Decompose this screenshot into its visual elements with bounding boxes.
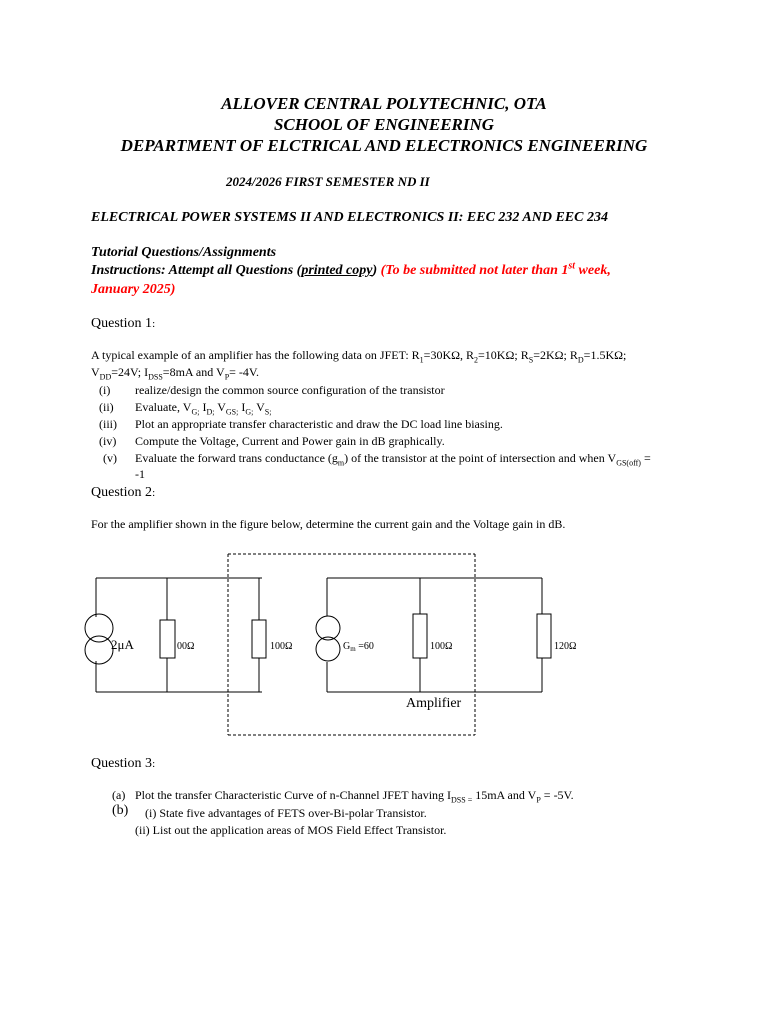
q1-item-v-text: Evaluate the forward trans conductance $(g_m)$ of the transistor at the point of intersection and when $V_{GS(off)}$ = bbox=[135, 451, 651, 468]
amplifier-label: Amplifier bbox=[406, 696, 462, 711]
q1-item-v-line-2: -1 bbox=[135, 467, 145, 481]
resistor-2-label: 100Ω bbox=[270, 641, 293, 652]
current-source-symbol-top bbox=[85, 614, 113, 642]
q1-item-iv-number: (iv) bbox=[99, 434, 117, 448]
q1-item-ii-text: Evaluate, $V_{G;}$ $I_{D;}$ $V_{GS;}$ $I_{G;}$ $V_{S;}$ bbox=[135, 400, 272, 417]
q1-item-i-number: (i) bbox=[99, 383, 111, 397]
semester-line: 2024/2026 FIRST SEMESTER ND II bbox=[226, 174, 430, 189]
q2-text: For the amplifier shown in the figure below, determine the current gain and the Voltage gain in dB. bbox=[91, 517, 566, 531]
institution-name: ALLOVER CENTRAL POLYTECHNIC, OTA bbox=[221, 94, 547, 113]
resistor-3 bbox=[413, 614, 427, 658]
resistor-4 bbox=[537, 614, 551, 658]
transconductance-label: $G_m =60$ bbox=[343, 641, 374, 653]
tutorial-heading: Tutorial Questions/Assignments bbox=[91, 245, 277, 260]
question-2-title: Question 2: bbox=[91, 485, 156, 500]
question-3-title: Question 3: bbox=[91, 756, 156, 771]
deadline-line-2: January 2025) bbox=[91, 282, 176, 297]
resistor-1-label: 00Ω bbox=[177, 641, 195, 652]
resistor-2 bbox=[252, 620, 266, 658]
q3-a-number: (a) bbox=[112, 788, 126, 802]
resistor-1 bbox=[160, 620, 175, 658]
q1-item-iii-number: (iii) bbox=[99, 417, 117, 431]
school-name: SCHOOL OF ENGINEERING bbox=[273, 115, 495, 134]
source-label: 2μA bbox=[111, 637, 134, 652]
instructions-lead: Instructions: Attempt all Questions ( bbox=[91, 263, 302, 278]
q1-item-iv-text: Compute the Voltage, Current and Power gain in dB graphically. bbox=[135, 434, 445, 448]
q1-intro-line-2: $V_{DD}=24V$; $I_{DSS}=8mA$ and $V_P= -4V$. bbox=[91, 365, 260, 382]
resistor-3-label: 100Ω bbox=[430, 641, 453, 652]
q3-a-text: Plot the transfer Characteristic Curve of n-Channel JFET having $I_{DSS =}$ 15mA and $V_P = -5V$. bbox=[135, 788, 574, 805]
dependent-source-symbol-bottom bbox=[316, 637, 340, 661]
q3-b-ii-text: (ii) List out the application areas of MOS Field Effect Transistor. bbox=[135, 823, 447, 837]
printed-copy-text: printed copy bbox=[301, 263, 373, 278]
deadline-text: (To be submitted not later than 1st week, bbox=[380, 260, 611, 278]
q1-item-ii-number: (ii) bbox=[99, 400, 114, 414]
q1-intro-line-1: A typical example of an amplifier has the following data on JFET: $R_1=30K\Omega$, $R_2=10K\Omega$; $R_S=2K\Omega$; $R_D=1.5K\Omega$; bbox=[91, 348, 627, 365]
resistor-4-label: 120Ω bbox=[554, 641, 577, 652]
dependent-source-symbol-top bbox=[316, 616, 340, 640]
question-1-title: Question 1: bbox=[91, 316, 156, 331]
course-line: ELECTRICAL POWER SYSTEMS II AND ELECTRONICS II: EEC 232 AND EEC 234 bbox=[91, 210, 608, 225]
q3-b-number: (b) bbox=[112, 803, 129, 818]
q3-b-i-text: (i) State five advantages of FETS over-Bi-polar Transistor. bbox=[145, 806, 427, 820]
q1-item-i-text: realize/design the common source configuration of the transistor bbox=[135, 383, 445, 397]
current-source-symbol-bottom bbox=[85, 636, 113, 664]
q1-item-iii-text: Plot an appropriate transfer characteristic and draw the DC load line biasing. bbox=[135, 417, 503, 431]
q1-item-v-number: (v) bbox=[103, 451, 117, 465]
instructions-close: ) bbox=[372, 263, 378, 278]
department-name: DEPARTMENT OF ELCTRICAL AND ELECTRONICS ENGINEERING bbox=[120, 136, 648, 155]
